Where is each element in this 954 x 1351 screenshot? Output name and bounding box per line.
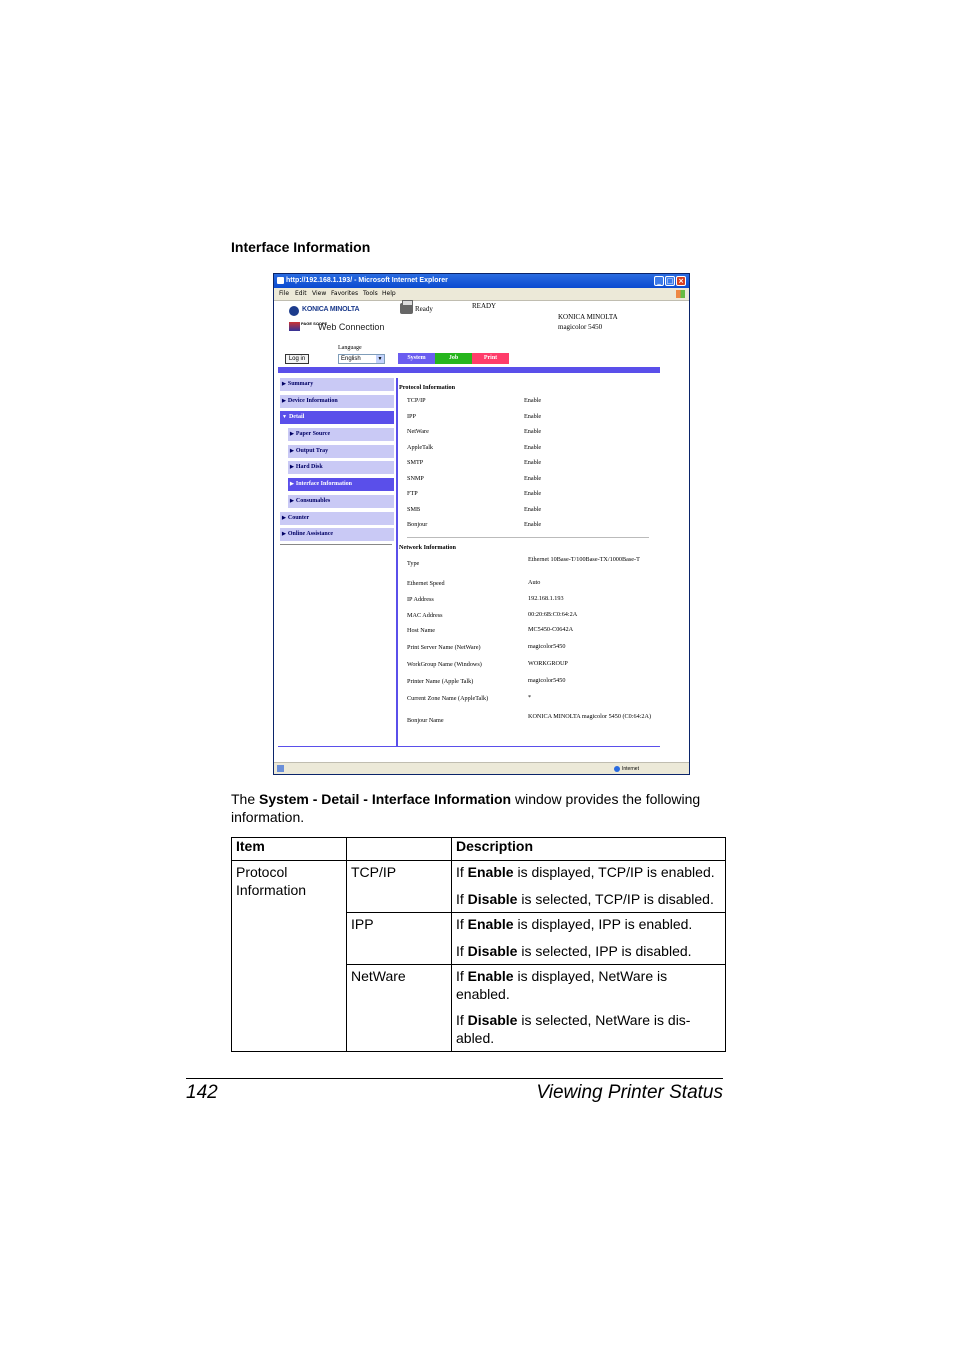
network-name: Ethernet Speed [407,580,445,587]
sidebar-item-label: Device Information [287,397,338,404]
printer-icon [400,303,413,314]
interface-info-table [231,837,726,1052]
protocol-name: NetWare [407,428,429,435]
table-row [232,861,726,913]
arrow-right-icon: ▶ [282,532,286,538]
browser-titlebar [274,274,689,288]
network-value: Auto [528,579,541,586]
model-name: magicolor 5450 [558,323,603,331]
description-line: If Enable is displayed, NetWare is enabled. [456,968,668,1002]
protocol-name: FTP [407,490,418,497]
pagescope-label: PAGE SCOPE [301,321,328,326]
protocol-name: SNMP [407,475,424,482]
protocol-section-title: Protocol Information [399,384,456,391]
model-maker: KONICA MINOLTA [558,313,618,321]
network-section-title: Network Information [399,544,456,551]
network-name: Printer Name (Apple Talk) [407,678,474,685]
protocol-value: Enable [524,521,542,528]
network-name: MAC Address [407,612,443,619]
protocol-value: Enable [524,444,542,451]
network-value: MC5450-C0642A [528,626,574,633]
security-zone: Internet [622,766,639,772]
description-cell [452,913,726,965]
network-value: Ethernet 10Base-T/100Base-TX/1000Base-T [528,556,640,563]
arrow-down-icon: ▼ [282,415,287,421]
sidebar-item-label: Counter [287,514,310,521]
sidebar-item-label: Online Assistance [287,531,334,538]
globe-icon [614,766,620,772]
vertical-divider [396,378,398,746]
language-value: English [341,356,361,362]
page-number: 142 [186,1082,218,1103]
maximize-icon[interactable]: □ [666,277,674,285]
arrow-right-icon: ▶ [290,448,294,454]
protocol-value: Enable [524,428,542,435]
arrow-right-icon: ▶ [290,465,294,471]
arrow-right-icon: ▶ [290,498,294,504]
login-button[interactable]: Log in [285,354,309,364]
protocol-name: SMB [407,506,421,513]
sidebar-item-hard-disk[interactable] [288,461,394,474]
section-heading: Interface Information [231,239,371,255]
sidebar-item-counter[interactable] [280,512,394,525]
network-name: Type [407,560,420,567]
running-section-title: Viewing Printer Status [536,1082,723,1103]
menu-favorites[interactable]: Favorites [331,290,359,297]
sidebar-divider [280,544,392,545]
tab-system[interactable]: System [398,353,435,364]
arrow-right-icon: ▶ [282,515,286,521]
network-value: WORKGROUP [528,660,568,667]
section-divider [407,537,649,538]
sidebar-item-label: Hard Disk [295,464,323,471]
network-name: Bonjour Name [407,717,444,724]
protocol-value: Enable [524,475,542,482]
protocol-value: Enable [524,397,542,404]
network-name: IP Address [407,596,434,603]
minimize-icon[interactable]: _ [654,276,664,286]
sidebar-item-output-tray[interactable] [288,445,394,458]
arrow-right-icon: ▶ [282,398,286,404]
network-name: WorkGroup Name (Windows) [407,661,482,668]
protocol-cell: IPP [347,913,452,965]
intro-text: window provides the following information. [231,791,701,825]
browser-window-screenshot [273,273,690,775]
sidebar-item-paper-source[interactable] [288,428,394,441]
description-line: If Disable is selected, NetWare is dis-abled. [456,1012,691,1046]
intro-paragraph [231,791,731,826]
header-band [278,367,660,373]
arrow-right-icon: ▶ [290,482,294,488]
description-line: If Disable is selected, TCP/IP is disabled. [456,890,714,907]
description-cell [452,965,726,1052]
sidebar-nav [280,378,394,545]
sidebar-item-label: Detail [288,414,305,421]
menu-view[interactable]: View [312,290,327,297]
network-value: KONICA MINOLTA magicolor 5450 (C0:64:2A) [528,713,652,720]
menu-file[interactable]: File [279,290,290,297]
protocol-value: Enable [524,413,542,420]
protocol-value: Enable [524,459,542,466]
language-select[interactable] [338,354,385,364]
sidebar-item-detail[interactable] [280,411,394,424]
printer-status: READY [472,302,497,310]
intro-text: The [231,791,260,807]
sidebar-item-label: Summary [287,381,314,387]
menu-edit[interactable]: Edit [295,290,307,297]
description-line: If Disable is selected, IPP is disabled. [456,942,692,959]
sidebar-item-consumables[interactable] [288,495,394,508]
menu-help[interactable]: Help [382,290,396,297]
sidebar-item-summary[interactable] [280,378,394,391]
description-line: If Enable is displayed, IPP is enabled. [456,916,693,932]
category-cell: Protocol Information [232,861,347,1052]
protocol-name: Bonjour [407,521,428,528]
konica-minolta-logo-icon [289,306,299,316]
sidebar-item-label: Output Tray [295,447,329,454]
tab-print[interactable]: Print [472,353,509,364]
arrow-right-icon: ▶ [290,432,294,438]
close-icon[interactable]: × [676,276,686,286]
description-line: If Enable is displayed, TCP/IP is enabled. [456,864,715,880]
network-name: Print Server Name (NetWare) [407,644,481,651]
header-item: Item [232,838,347,861]
chevron-down-icon: ▼ [377,356,383,362]
ready-label: Ready [415,305,433,313]
pagescope-logo-icon [289,322,300,331]
ie-icon [277,277,284,284]
table-header-row [232,838,726,861]
network-name: Host Name [407,627,436,634]
sidebar-item-interface-information[interactable] [288,478,394,491]
protocol-name: IPP [407,413,416,420]
protocol-name: TCP/IP [407,397,426,404]
network-value: 00:20:6B:C0:64:2A [528,611,578,618]
network-value: 192.168.1.193 [528,595,564,602]
protocol-value: Enable [524,506,542,513]
protocol-value: Enable [524,490,542,497]
protocol-name: AppleTalk [407,444,434,451]
protocol-cell: NetWare [347,965,452,1052]
network-value: magicolor5450 [528,677,566,684]
network-value: magicolor5450 [528,643,566,650]
tab-job[interactable]: Job [435,353,472,364]
web-connection-label: Web Connection [318,322,385,332]
language-label: Language [338,345,362,351]
header-description: Description [452,838,726,861]
description-cell [452,861,726,913]
brand-name: KONICA MINOLTA [302,306,360,313]
windows-logo-icon [676,290,685,298]
protocol-name: SMTP [407,459,424,466]
sidebar-item-label: Consumables [295,497,331,504]
arrow-right-icon: ▶ [282,382,286,387]
sidebar-item-online-assistance[interactable] [280,528,394,541]
page-icon [277,765,284,772]
menu-tools[interactable]: Tools [363,290,378,297]
footer-rule [186,1078,723,1079]
header-sub [347,838,452,861]
browser-statusbar [274,762,689,775]
browser-title: http://192.168.1.193/ - Microsoft Internet Explorer [286,277,448,284]
protocol-cell: TCP/IP [347,861,452,913]
sidebar-item-device-information[interactable] [280,395,394,408]
sidebar-item-label: Interface Information [295,481,353,488]
footer-rule [278,746,660,747]
browser-menubar [274,288,689,301]
intro-bold: System - Detail - Interface Information [259,791,512,807]
network-value: * [528,694,532,701]
sidebar-item-label: Paper Source [295,431,331,438]
network-name: Current Zone Name (AppleTalk) [407,695,489,702]
